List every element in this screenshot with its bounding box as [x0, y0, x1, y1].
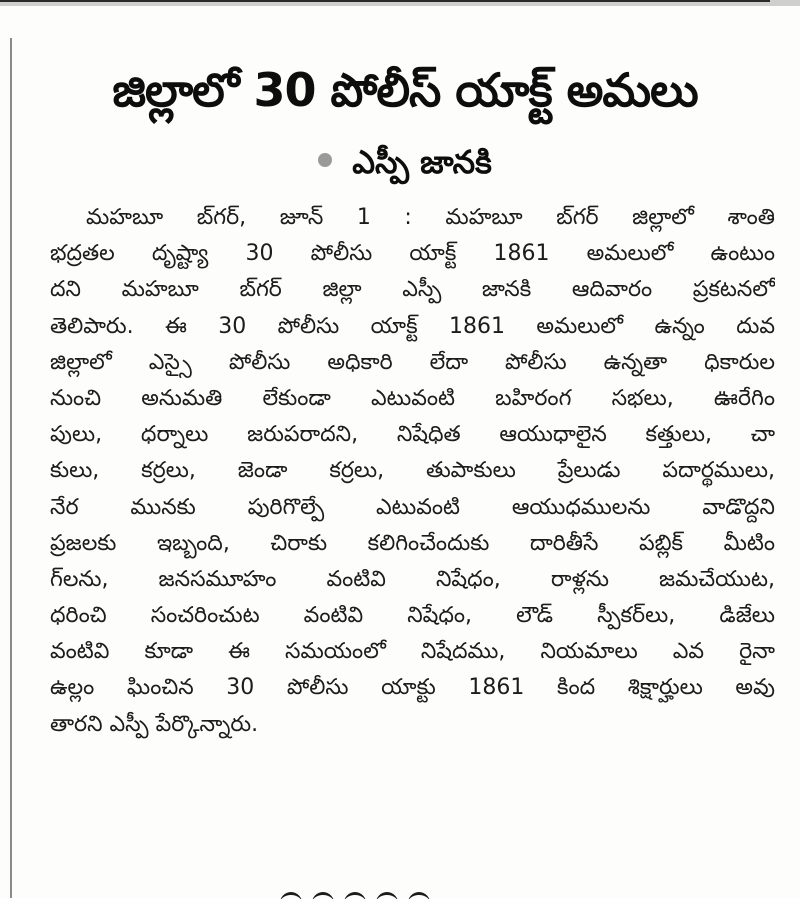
body-line: వంటివి కూడా ఈ సమయంలో నిషేదము, నియమాలు ఎవ రైనా — [50, 639, 775, 665]
body-line: ధరించి సంచరించుట వంటివి నిషేధం, లౌడ్ స్పీకర్‌లు, డిజేలు — [50, 603, 775, 629]
body-line: తారని ఎస్పీ పేర్కొన్నారు. — [50, 711, 259, 737]
body-line: పులు, ధర్నాలు జరుపరాదని, నిషేధిత ఆయుధాలైన కత్తులు, చా — [50, 422, 775, 448]
article-body — [50, 200, 775, 743]
bullet-dot-icon — [318, 153, 332, 167]
body-line: నుంచి అనుమతి లేకుండా ఎటువంటి బహిరంగ సభలు, ఊరేగిం — [50, 385, 775, 411]
top-border-line — [0, 0, 770, 2]
article-headline: జిల్లాలో 30 పోలీస్ యాక్ట్ అమలు — [112, 63, 698, 117]
top-border-rule — [0, 0, 800, 6]
body-line: తెలిపారు. ఈ 30 పోలీసు యాక్ట్ 1861 అమలులో ఉన్నం దువ — [50, 313, 775, 339]
cropped-glyph — [376, 892, 398, 899]
cropped-glyph — [408, 892, 430, 899]
cropped-glyph — [280, 892, 302, 899]
column-divider-rule — [10, 38, 12, 898]
body-line: భద్రతల దృష్ట్యా 30 పోలీసు యాక్ట్ 1861 అమలులో ఉంటుం — [50, 241, 775, 267]
body-line: జిల్లాలో ఎస్సై పోలీసు అధికారి లేదా పోలీసు ఉన్నతా ధికారుల — [50, 349, 775, 375]
cropped-glyph — [344, 892, 366, 899]
body-line: దని మహబూ బ్‌గర్ జిల్లా ఎస్పీ జానకి ఆదివారం ప్రకటనలో — [50, 277, 775, 303]
body-line: మహబూ బ్‌గర్, జూన్ 1 : మహబూ బ్‌గర్ జిల్లాలో శాంతి — [86, 205, 775, 230]
body-line: ఉల్లం ఘించిన 30 పోలీసు యాక్టు 1861 కింద శిక్షార్హులు అవు — [50, 675, 775, 701]
body-line: గ్‌లను, జనసమూహం వంటివి నిషేధం, రాళ్లను జమచేయుట, — [50, 566, 775, 592]
article-subheadline: ఎస్పీ జానకి — [352, 143, 492, 181]
body-line: నేర మునకు పురిగొల్పే ఎటువంటి ఆయుధములను వాడొద్దని — [50, 494, 775, 520]
article-subheadline-row — [20, 136, 790, 188]
body-line: ప్రజలకు ఇబ్బంది, చిరాకు కలిగించేందుకు దారితీసే పబ్లిక్ మీటిం — [50, 530, 775, 556]
body-line: కులు, కర్రలు, జెండా కర్రలు, తుపాకులు ప్రేలుడు పదార్థములు, — [50, 458, 775, 484]
cropped-next-heading — [280, 888, 480, 899]
cropped-glyph — [312, 892, 334, 899]
